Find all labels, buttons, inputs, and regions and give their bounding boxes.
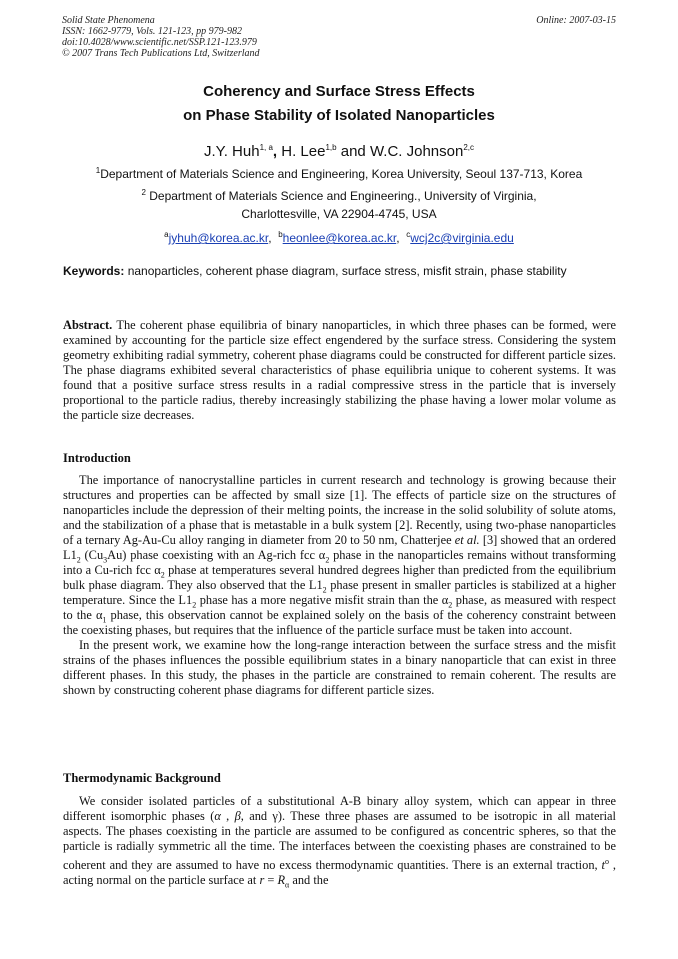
abstract-text: The coherent phase equilibria of binary nanoparticles, in which three phases can be formed, were examined by accounting for the particle size effect engendered by the surface stress. Considering the system geometry exhibiting radial symmetry, coherent phase diagrams could be constructed for different particle sizes. The phase diagrams exhibited several characteristics of phase equilibria unique to coherent systems. It was found that a positive surface stress results in a radial compressive stress in the particle that is inversely proportional to the particle radius, thereby increasingly stabilizing the phase having a lower molar volume as the particle size decreases. [63, 318, 616, 422]
journal-name: Solid State Phenomena [62, 15, 155, 26]
issn-line: ISSN: 1662-9779, Vols. 121-123, pp 979-982 [62, 26, 242, 37]
author-1-affil: 1, a [259, 143, 273, 152]
section-heading-thermodynamic: Thermodynamic Background [63, 771, 221, 785]
introduction-body [63, 473, 616, 698]
abstract-label: Abstract. [63, 318, 113, 332]
affiliation-2-text: Department of Materials Science and Engineering., University of Virginia, [145, 189, 537, 203]
author-list [0, 138, 678, 162]
thermodynamic-body [63, 794, 616, 888]
abstract [63, 318, 616, 423]
doi-line: doi:10.4028/www.scientific.net/SSP.121-123.979 [62, 37, 257, 48]
affiliation-1-marker: 1 [95, 166, 101, 175]
affiliation-1 [0, 163, 678, 182]
keywords-text: nanoparticles, coherent phase diagram, surface stress, misfit strain, phase stability [124, 264, 567, 278]
journal-header [62, 15, 616, 59]
title-line-1: Coherency and Surface Stress Effects [203, 83, 475, 100]
author-separator: and [336, 143, 370, 160]
paper-title [0, 80, 678, 128]
email-1-marker: a [164, 230, 169, 239]
affiliation-2-location: Charlottesville, VA 22904-4745, USA [241, 207, 437, 221]
online-date: Online: 2007-03-15 [536, 15, 616, 26]
email-link-2[interactable]: heonlee@korea.ac.kr [282, 231, 397, 245]
email-link-3[interactable]: wcj2c@virginia.edu [410, 231, 514, 245]
email-list: $^a$jyhuh@korea.ac.kr, $^b$heonlee@korea.ac.kr, $^c$wcj2c@virginia.edu [164, 230, 514, 245]
keywords-label: Keywords: [63, 264, 125, 278]
copyright-line: © 2007 Trans Tech Publications Ltd, Switzerland [62, 48, 260, 59]
thermodynamic-paragraph-1: We consider isolated particles of a substitutional A-B binary alloy system, which can appear in three different isomorphic phases (α , β, and γ). These three phases are assumed to be isotropic in all material aspects. The phases coexisting in the particle are assumed to be configured as concentric spheres, so that the particle is radially symmetric all the time. The interfaces between the coexisting phases are constrained to be coherent and they are assumed to have no excess thermodynamic quantities. There is an external traction, $t^o$ , acting normal on the particle surface at $r = R_\alpha$ and the [63, 794, 617, 890]
affiliation-2-marker: 2 [141, 188, 146, 197]
author-2: H. Lee [281, 143, 326, 160]
affiliation-2 [0, 185, 678, 204]
keywords [63, 263, 623, 279]
affiliation-1-text: Department of Materials Science and Engineering, Korea University, Seoul 137-713, Korea [100, 167, 583, 181]
email-2-marker: b [278, 230, 283, 239]
introduction-paragraph-2: In the present work, we examine how the long-range interaction between the surface stress and the misfit strains of the phases influences the possible equilibrium states in a binary nanoparticle that can exist in three different phases. In this study, the phases in the particle are constrained to remain coherent. The results are shown by constructing coherent phase diagrams for different particle sizes. [63, 638, 616, 697]
title-line-2: on Phase Stability of Isolated Nanoparticles [183, 107, 495, 124]
author-3: W.C. Johnson [369, 143, 464, 160]
author-1: J.Y. Huh [203, 143, 260, 160]
author-separator: , [272, 143, 282, 160]
email-3-marker: c [406, 230, 411, 239]
email-link-1[interactable]: jyhuh@korea.ac.kr [168, 231, 269, 245]
introduction-paragraph-1: The importance of nanocrystalline particles in current research and technology is growing because their structures and properties can be affected by small size [1]. The effects of particle size on the structures of nanoparticles include the depression of their melting points, the increase in the solid solubility of solute atoms, and the stabilization of a phase that is metastable in a bulk system [2]. Recently, using two-phase nanoparticles of a ternary Ag-Au-Cu alloy ranging in diameter from 20 to 50 nm, Chatterjee et al. [3] showed that an ordered $L1_2$ $(Cu_3Au)$ phase coexisting with an Ag-rich fcc $\alpha_2$ phase in the nanoparticles remains without transforming into a Cu-rich fcc $\alpha_2$ phase at temperatures several hundred degrees higher than predicted from the equilibrium bulk phase diagram. They also observed that the $L1_2$ phase present in smaller particles is stabilized at a higher temperature. Since the $L1_2$ phase has a more negative misfit strain than the $\alpha_2$ phase, as measured with respect to the $\alpha_1$ phase, this observation cannot be explained solely on the basis of the coherency constraint between the coexisting phases, but requires that the influence of the particle surface must be taken into account. [63, 473, 617, 637]
author-2-affil: 1,b [325, 143, 337, 152]
section-heading-introduction: Introduction [63, 451, 131, 465]
author-3-affil: 2,c [463, 143, 475, 152]
